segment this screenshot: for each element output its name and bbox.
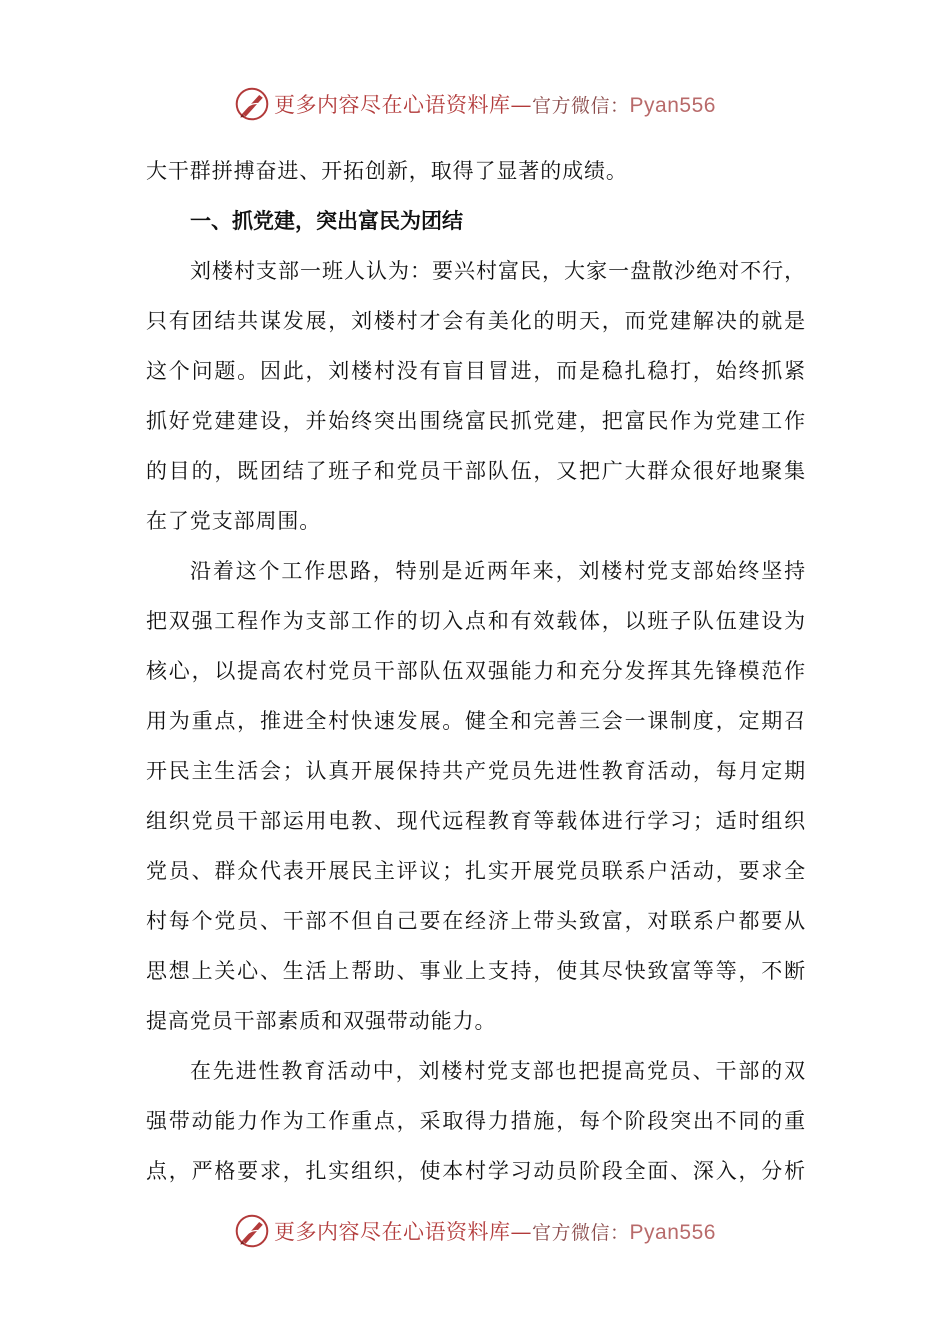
text-line: 用为重点，推进全村快速发展。健全和完善三会一课制度，定期召 <box>146 709 806 733</box>
text-line: 开民主生活会；认真开展保持共产党员先进性教育活动，每月定期 <box>146 759 806 783</box>
text-line: 点，严格要求，扎实组织，使本村学习动员阶段全面、深入，分析 <box>146 1159 806 1183</box>
text-line: 强带动能力作为工作重点，采取得力措施，每个阶段突出不同的重 <box>146 1109 806 1133</box>
watermark-banner-bottom <box>0 1211 950 1251</box>
pen-logo-icon <box>234 86 270 122</box>
text-line: 村每个党员、干部不但自己要在经济上带头致富，对联系户都要从 <box>146 909 806 933</box>
text-line: 抓好党建建设，并始终突出围绕富民抓党建，把富民作为党建工作 <box>146 409 806 433</box>
pen-logo-icon <box>234 1213 270 1249</box>
text-line: 核心，以提高农村党员干部队伍双强能力和充分发挥其先锋模范作 <box>146 659 806 683</box>
text-line: 大干群拼搏奋进、开拓创新，取得了显著的成绩。 <box>146 159 628 183</box>
text-line: 这个问题。因此，刘楼村没有盲目冒进，而是稳扎稳打，始终抓紧 <box>146 359 806 383</box>
watermark-dash: — <box>510 93 533 117</box>
text-line: 的目的，既团结了班子和党员干部队伍，又把广大群众很好地聚集 <box>146 459 806 483</box>
watermark-label: 官方微信： <box>532 95 630 117</box>
document-body <box>146 146 806 1196</box>
text-line: 沿着这个工作思路，特别是近两年来，刘楼村党支部始终坚持 <box>190 559 806 583</box>
watermark-site: 更多内容尽在心语资料库 <box>274 1220 511 1244</box>
watermark-text <box>274 1216 716 1246</box>
text-line: 把双强工程作为支部工作的切入点和有效载体，以班子队伍建设为 <box>146 609 806 633</box>
text-line: 组织党员干部运用电教、现代远程教育等载体进行学习；适时组织 <box>146 809 806 833</box>
text-line: 在先进性教育活动中，刘楼村党支部也把提高党员、干部的双 <box>190 1059 806 1083</box>
watermark-wechat-id: Pyan556 <box>629 94 716 117</box>
watermark-wechat-id: Pyan556 <box>629 1221 716 1244</box>
watermark-text <box>274 89 716 119</box>
watermark-site: 更多内容尽在心语资料库 <box>274 93 511 117</box>
watermark-dash: — <box>510 1220 533 1244</box>
text-line: 刘楼村支部一班人认为：要兴村富民，大家一盘散沙绝对不行， <box>190 259 806 283</box>
text-line: 提高党员干部素质和双强带动能力。 <box>146 1009 497 1033</box>
text-line: 只有团结共谋发展，刘楼村才会有美化的明天，而党建解决的就是 <box>146 309 806 333</box>
watermark-banner-top <box>0 84 950 124</box>
watermark-label: 官方微信： <box>532 1222 630 1244</box>
text-line: 思想上关心、生活上帮助、事业上支持，使其尽快致富等等，不断 <box>146 959 806 983</box>
section-heading: 一、抓党建，突出富民为团结 <box>190 209 463 233</box>
text-line: 党员、群众代表开展民主评议；扎实开展党员联系户活动，要求全 <box>146 859 806 883</box>
text-line: 在了党支部周围。 <box>146 509 322 533</box>
